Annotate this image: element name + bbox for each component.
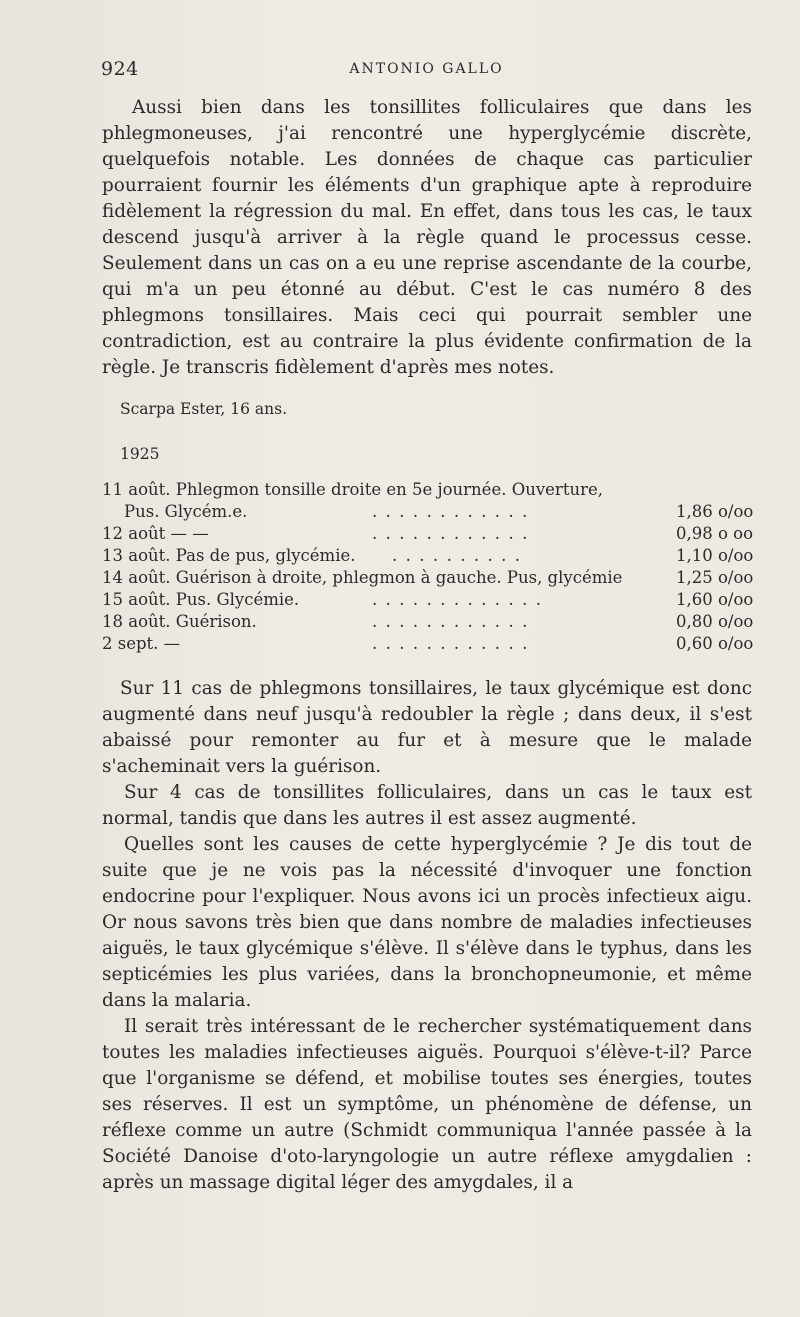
page-header (101, 58, 752, 88)
table-row (102, 612, 752, 634)
paragraph-5: Il serait très intéressant de le rechercher systématiquement dans toutes les maladies infectieuses aiguës. Pourquoi s'élève-t-il? Parce que l'organisme se défend, et mobilise toutes ses énergies, toutes ses réserves. Il est un symptôme, un phénomène de défense, un réflexe comme un autre (Schmidt communiqua l'année passée à la Société Danoise d'oto-laryngologie un autre réflexe amygdalien : après un massage digital léger des amygdales, il a (102, 1016, 752, 1193)
row-label: Pus. Glycém.e. (124, 502, 248, 521)
row-value: 1,25 o/oo (676, 568, 754, 587)
row-label: 15 août. Pus. Glycémie. (102, 590, 300, 609)
leader-dots: ............ (372, 524, 536, 543)
row-value: 0,80 o/oo (676, 612, 754, 631)
row-value: 1,86 o/oo (676, 502, 754, 521)
page-number: 924 (101, 58, 139, 80)
table-row (102, 502, 752, 524)
row-value: 0,98 o oo (676, 524, 754, 543)
table-row (102, 546, 752, 568)
paragraph-1: Aussi bien dans les tonsillites folliculaires que dans les phlegmoneuses, j'ai rencontré une hyperglycémie discrète, quelquefois notable. Les données de chaque cas particulier pourraient fournir les éléments d'un graphique apte à reproduire fidèlement la régression du mal. En effet, dans tous les cas, le taux descend jusqu'à arriver à la règle quand le processus cesse. Seulement dans un cas on a eu une reprise ascendante de la courbe, qui m'a un peu étonné au début. C'est le cas numéro 8 des phlegmons tonsillaires. Mais ceci qui pourrait sembler une contradiction, est au contraire la plus évidente confirmation de la règle. Je transcris fidèlement d'après mes notes. (102, 97, 752, 378)
table-row (102, 524, 752, 546)
paragraph-2: Sur 11 cas de phlegmons tonsillaires, le taux glycémique est donc augmenté dans neuf jusqu'à redoubler la règle ; dans deux, il s'est abaissé pour remonter au fur et à mesure que le malade s'acheminait vers la guérison. (102, 678, 752, 777)
leader-dots: ............. (372, 590, 550, 609)
table-row (102, 568, 752, 590)
row-label: 2 sept. — (102, 634, 181, 653)
row-value: 0,60 o/oo (676, 634, 754, 653)
row-label: 12 août — — (102, 524, 209, 543)
paragraph-4: Quelles sont les causes de cette hyperglycémie ? Je dis tout de suite que je ne vois pas la nécessité d'invoquer une fonction endocrine pour l'expliquer. Nous avons ici un procès infectieux aigu. Or nous savons très bien que dans nombre de maladies infectieuses aiguës, le taux glycémique s'élève. Il s'élève dans le typhus, dans les septicémies les plus variées, dans la bronchopneumonie, et même dans la malaria. (102, 834, 752, 1011)
row-label: 13 août. Pas de pus, glycémie. (102, 546, 356, 565)
row-value: 1,60 o/oo (676, 590, 754, 609)
row-label: 11 août. Phlegmon tonsille droite en 5e journée. Ouverture, (102, 480, 603, 499)
table-row (102, 634, 752, 656)
patient-name: Scarpa Ester, 16 ans. (120, 400, 288, 418)
table-row (102, 590, 752, 612)
leader-dots: ............ (372, 634, 536, 653)
running-head: ANTONIO GALLO (349, 61, 504, 77)
row-label: 14 août. Guérison à droite, phlegmon à gauche. Pus, glycémie (102, 568, 623, 587)
paragraph-3: Sur 4 cas de tonsillites folliculaires, dans un cas le taux est normal, tandis que dans les autres il est assez augmenté. (102, 782, 752, 829)
leader-dots: .......... (392, 546, 529, 565)
leader-dots: ............ (372, 502, 536, 521)
leader-dots: ............ (372, 612, 536, 631)
row-label: 18 août. Guérison. (102, 612, 257, 631)
table-row (102, 480, 752, 502)
row-value: 1,10 o/oo (676, 546, 754, 565)
case-year: 1925 (120, 445, 160, 463)
